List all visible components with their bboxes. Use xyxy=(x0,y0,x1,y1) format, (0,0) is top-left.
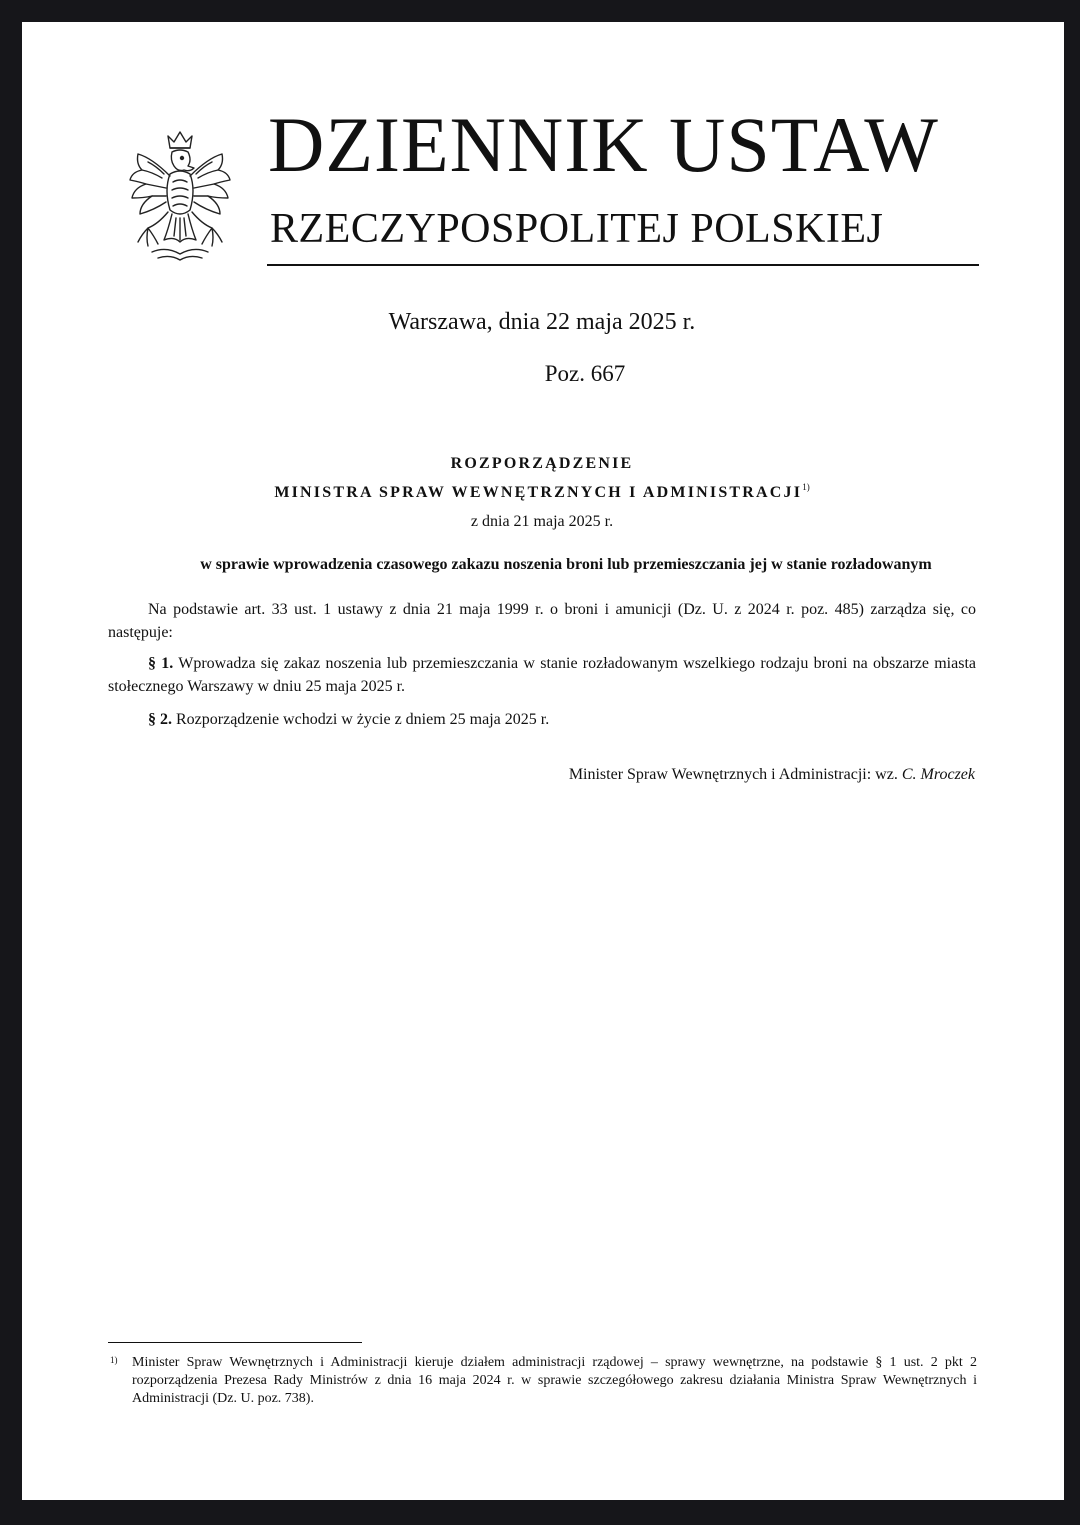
act-authority-text: MINISTRA SPRAW WEWNĘTRZNYCH I ADMINISTRACJI xyxy=(274,484,803,501)
section-1-number: § 1. xyxy=(148,655,174,672)
footnote-reference[interactable]: 1) xyxy=(802,482,810,492)
act-subject: w sprawie wprowadzenia czasowego zakazu noszenia broni lub przemieszczania jej w stanie rozładowanym xyxy=(200,556,932,573)
legal-basis-paragraph: Na podstawie art. 33 ust. 1 ustawy z dnia 21 maja 1999 r. o broni i amunicji (Dz. U. z 2024 r. poz. 485) zarządza się, co następuje: xyxy=(108,601,976,641)
polish-eagle-emblem-icon xyxy=(118,118,242,278)
position-number: Poz. 667 xyxy=(544,361,626,386)
journal-subtitle: RZECZYPOSPOLITEJ POLSKIEJ xyxy=(270,206,884,252)
signature-role: Minister Spraw Wewnętrznych i Administracji: wz. xyxy=(568,766,898,783)
act-authority xyxy=(22,483,1062,501)
act-type: ROZPORZĄDZENIE xyxy=(450,455,634,472)
footnote-divider xyxy=(108,1342,362,1343)
masthead-divider xyxy=(267,264,979,266)
section-1-text: Wprowadza się zakaz noszenia lub przemieszczania w stanie rozładowanym wszelkiego rodzaju broni na obszarze miasta stołecznego Warszawy w dniu 25 maja 2025 r. xyxy=(108,655,977,695)
issue-date: Warszawa, dnia 22 maja 2025 r. xyxy=(388,309,696,335)
signature-line xyxy=(569,767,975,783)
journal-title: DZIENNIK USTAW xyxy=(268,101,939,188)
section-1-paragraph xyxy=(108,652,976,698)
footnote-mark: 1) xyxy=(110,1355,118,1365)
section-2-paragraph xyxy=(108,708,976,731)
footnote-text: Minister Spraw Wewnętrznych i Administracji kieruje działem administracji rządowej – sprawy wewnętrzne, na podstawie § 1 ust. 2 pkt 2 rozporządzenia Prezesa Rady Ministrów z dnia 16 maja 2024 r. w sprawie szczegółowego zakresu działania Ministra Spraw Wewnętrznych i Administracji (Dz. U. poz. 738). xyxy=(132,1355,977,1406)
act-date: z dnia 21 maja 2025 r. xyxy=(470,513,614,530)
document-page xyxy=(22,22,1064,1500)
section-2-number: § 2. xyxy=(148,711,172,728)
signature-name: C. Mroczek xyxy=(901,766,975,783)
section-2-text: Rozporządzenie wchodzi w życie z dniem 25 maja 2025 r. xyxy=(176,711,550,728)
